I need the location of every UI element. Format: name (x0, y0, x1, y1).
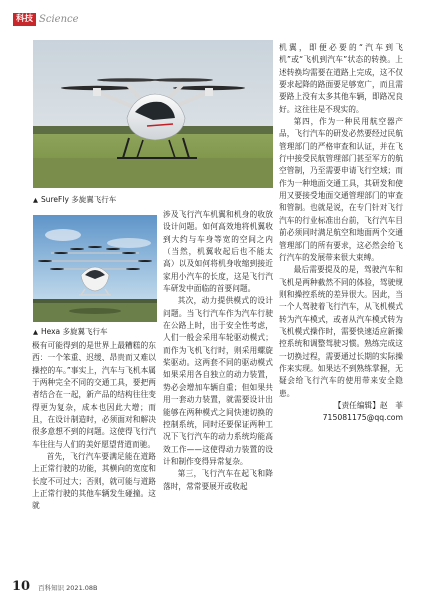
paragraph: 涉及飞行汽车机翼和机身的收放设计问题。如何高效地将机翼收到大约与车身等宽的空间之内（当然，机翼收起后也不能太高）以及如何将机身收缩到接近家用小汽车的长度，这是飞行汽车研发中面临的首要问题。 (163, 210, 273, 294)
triangle-marker-icon: ▲ (33, 195, 38, 204)
caption-text: Hexa 多旋翼飞行车 (41, 327, 108, 336)
page-number: 10 (12, 579, 31, 594)
caption-text: SureFly 多旋翼飞行车 (41, 195, 117, 204)
article-column-2 (163, 209, 273, 493)
paragraph: 最后需要提及的是，驾驶汽车和飞机是两种截然不同的体验，驾驶规则和操控系统的差异很大。因此，当一个人驾驶着飞行汽车，从飞机模式转为汽车模式，或者从汽车模式转为飞机模式操作时，需要快速适应新操控系统和调整驾驶习惯。熟练完成这一切换过程，需要通过长期的实际操作来实现。如果达不到熟练掌握，无疑会给飞行汽车的使用带来安全隐患。 (279, 265, 403, 398)
editor-email: 715081175@qq.com (322, 413, 403, 423)
publication-info: 百科知识 2021.08B (38, 584, 98, 592)
paragraph: 机翼，即便必要的“汽车到飞机”或“飞机到汽车”状态的转换。上述转换均需要在道路上完成，这不仅要求起降的路面要足够宽广，而且需要路上没有太多其他车辆，即路况良好。这往往是不现实的。 (279, 43, 403, 114)
editor-credit: 【责任编辑】赵 菲 (333, 400, 403, 410)
section-tag: 科技 (13, 13, 36, 26)
paragraph: 极有可能得到的是世界上最糟糕的东西：一个笨重、迟缓、昂贵而又难以操控的车。”事实上，汽车与飞机本属于两种完全不同的交通工具，要把两者结合在一起，新产品的结构往往变得更为复杂，成本也因此大增；而且，在设计制造时，必须面对和解决很多意想不到的问题。这使得飞行汽车往往与人们的美好愿望背道而驰。 (32, 341, 156, 449)
section-header (13, 12, 79, 26)
paragraph: 首先，飞行汽车要满足能在道路上正常行驶的功能，其横向的宽度和长度不可过大；否则，就可能与道路上正常行驶的其他车辆发生碰撞。这就 (32, 452, 156, 511)
paragraph: 其次，动力提供模式的设计问题。当飞行汽车作为汽车行驶在公路上时，出于安全性考虑，人们一般会采用车轮驱动模式；而作为飞机飞行时，则采用螺旋桨驱动。这两套不同的驱动模式如果采用各自独立的动力装置，势必会增加车辆自重；但如果共用一套动力装置，就需要设计出能够在两种模式之间快速切换的控制系统，同时还要保证两种工况下飞行汽车的动力系统均能高效工作——这使得动力装置的设计和制作变得异常复杂。 (163, 296, 273, 466)
triangle-marker-icon: ▲ (33, 327, 38, 336)
figure-caption-1 (33, 194, 116, 205)
page-footer (12, 579, 98, 594)
paragraph: 第四，作为一种民用航空器产品，飞行汽车的研发必然要经过民航管理部门的严格审查和认证，并在飞行中接受民航管理部门甚至军方的航空管制，乃至需要申请飞行空域；而作为一种地面交通工具，其研发和使用又要接受地面交通管理部门的审查和管制。也就是说，在专门针对飞行汽车的行业标准出台前，飞行汽车目前必须同时满足航空和地面两个交通管理部门的所有要求，这必然会给飞行汽车的发展带来很大束缚。 (279, 117, 403, 262)
hexa-photo (33, 215, 157, 322)
paragraph: 第三，飞行汽车在起飞和降落时，常常要展开或收起 (163, 469, 273, 491)
article-column-1 (32, 340, 156, 513)
section-word: Science (39, 13, 79, 25)
article-column-3 (279, 42, 403, 425)
surefly-photo (33, 40, 273, 188)
figure-caption-2 (33, 326, 108, 337)
